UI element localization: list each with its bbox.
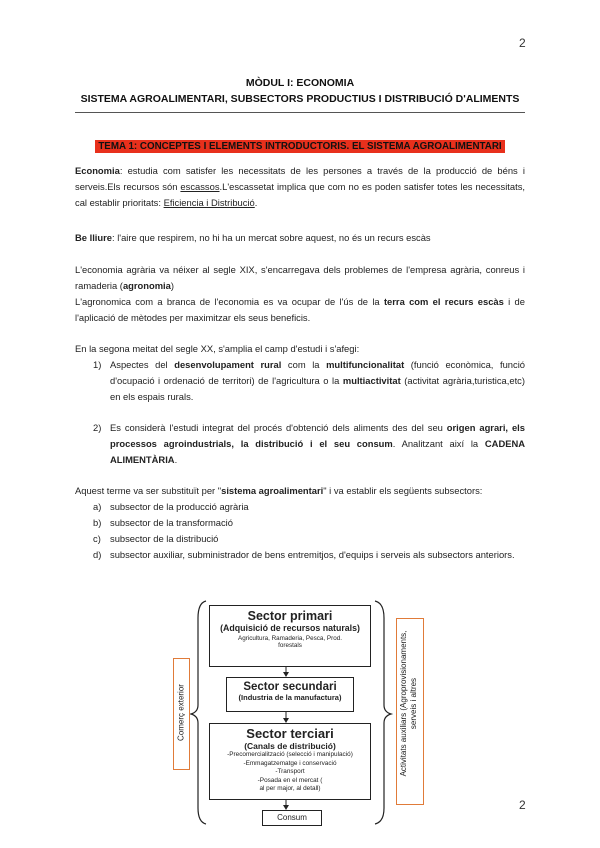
sector-terciari-box [209, 723, 371, 800]
sector-secundari-box [226, 677, 354, 712]
list2-text-a: subsector de la producció agrària [110, 501, 249, 512]
list2-marker-a: a) [93, 501, 102, 512]
header-divider [75, 112, 525, 113]
tema-heading [0, 136, 600, 154]
list1-1-e: (activitat agrària,turistica,etc) en els espais rurals. [110, 375, 525, 402]
agronomica-text1: L'agronomica com a branca de l'economia es va ocupar de l'ús de la [75, 296, 384, 307]
list1-1-b1: desenvolupament rural [174, 359, 282, 370]
module-subtitle: SISTEMA AGROALIMENTARI, SUBSECTORS PRODUCTIUS I DISTRIBUCIÓ D'ALIMENTS [80, 93, 520, 105]
list1-1-d: (funció econòmica, funció d'ocupació i ordenació de territori) de l'agricultura o la [110, 359, 525, 386]
aquest-b: sistema agroalimentari [221, 485, 324, 496]
list2-item-c [93, 531, 525, 547]
left-brace [191, 601, 206, 824]
consum-box [262, 810, 322, 826]
activitats-auxiliars-label-1: Activitats auxiliars (Agroprovisionaments, [399, 630, 408, 777]
comerc-exterior-box [173, 658, 190, 770]
right-brace [375, 601, 391, 824]
primari-subtitle: (Adquisició de recursos naturals) [220, 623, 360, 633]
list1-1-b2: multifuncionalitat [326, 359, 405, 370]
be-lliure-text: : l'aire que respirem, no hi ha un mercat sobre aquest, no és un recurs escàs [112, 232, 431, 243]
page-number-bottom: 2 [519, 798, 526, 812]
be-lliure-paragraph [75, 230, 525, 246]
primari-title: Sector primari [247, 609, 333, 623]
list1-marker-1: 1) [93, 359, 102, 370]
list2-item-d [93, 547, 525, 563]
terciari-title: Sector terciari [246, 726, 334, 741]
economia-text2: .L'escassetat implica que com no es poden satisfer totes les necessitats, cal establir prioritats: [75, 181, 525, 208]
terciari-item-2: -Emmagatzematge i conservació [243, 759, 337, 767]
list1-marker-2: 2) [93, 422, 102, 433]
list1-1-b3: multiactivitat [342, 375, 401, 386]
page-number-top: 2 [519, 36, 526, 50]
list2-item-b [93, 515, 525, 531]
list1-item-2 [93, 420, 525, 468]
list2-text-b: subsector de la transformació [110, 517, 233, 528]
list2-item-a [93, 499, 525, 515]
list2-marker-d: d) [93, 549, 102, 560]
comerc-exterior-label: Comerç exterior [176, 684, 186, 741]
list1-1-c: com la [281, 359, 327, 370]
secundari-subtitle: (Industria de la manufactura) [238, 693, 342, 702]
economia-term: Economia [75, 165, 120, 176]
sector-primari-box [209, 605, 371, 667]
primari-items-2: forestals [278, 642, 302, 649]
list1-2-b1: origen agrari, els processos agroindustrials, la distribució i el seu consum [110, 422, 525, 449]
be-lliure-term: Be lliure [75, 232, 112, 243]
primari-items-1: Agricultura, Ramaderia, Pesca, Prod. [238, 635, 342, 642]
economia-text1: : estudia com satisfer les necessitats de les persones a través de la producció de béns i serveis.Els recursos són [75, 165, 525, 192]
escassos-word: escassos [180, 181, 220, 192]
terciari-item-5: al per major, al detall) [259, 785, 321, 792]
list1-2-b2: CADENA ALIMENTÀRIA [110, 438, 526, 465]
agraria-text2: ) [170, 280, 174, 291]
list2-marker-c: c) [93, 533, 101, 544]
terciari-item-4: -Posada en el mercat ( [257, 776, 323, 784]
terra-phrase: terra com el recurs escàs [383, 296, 504, 307]
agraria-text1: L'economia agrària va néixer al segle XIX, s'encarregava dels problemes de l'empresa agrària, conreus i ramaderia ( [75, 264, 525, 291]
list1-2-c: . Analitzant així la [392, 438, 485, 449]
eficiencia-word: Eficiencia i Distribució [163, 197, 255, 208]
aquest-paragraph [75, 483, 525, 499]
list1-2-a: Es considerà l'estudi integrat del procés d'obtenció dels aliments des del seu [110, 422, 447, 433]
list1-item-1 [93, 357, 525, 405]
aquest-c: " i va establir els següents subsectors: [323, 485, 483, 496]
list2-marker-b: b) [93, 517, 102, 528]
module-title: MÒDUL I: ECONOMIA [245, 77, 355, 89]
economia-end: . [254, 197, 258, 208]
list1-1-a: Aspectes del [110, 359, 175, 370]
list1-2-d: . [174, 454, 178, 465]
consum-label: Consum [277, 813, 307, 822]
terciari-subtitle: (Canals de distribució) [244, 741, 336, 751]
agronomica-text2: i de l'aplicació de mètodes per maximitzar els seus beneficis. [75, 296, 525, 323]
terciari-item-3: -Transport [275, 768, 305, 775]
list2-text-c: subsector de la distribució [110, 533, 219, 544]
activitats-auxiliars-box [396, 618, 424, 805]
aquest-a: Aquest terme va ser substituït per " [75, 485, 222, 496]
terciari-item-1: -Precomercialització (selecció i manipulació) [227, 751, 353, 758]
secundari-title: Sector secundari [243, 681, 337, 693]
agronomia-word: agronomia [122, 280, 171, 291]
tema-title: TEMA 1: CONCEPTES I ELEMENTS INTRODUCTORIS. EL SISTEMA AGROALIMENTARI [95, 140, 504, 153]
economia-paragraph [75, 163, 525, 211]
activitats-auxiliars-label-2: serveis i altres [409, 677, 418, 730]
list2-text-d: subsector auxiliar, subministrador de bens entremitjos, d'equips i serveis als subsectors anteriors. [110, 549, 515, 560]
agraria-paragraph [75, 262, 525, 326]
segle-xx-paragraph: En la segona meitat del segle XX, s'amplia el camp d'estudi i s'afegi: [75, 343, 360, 354]
